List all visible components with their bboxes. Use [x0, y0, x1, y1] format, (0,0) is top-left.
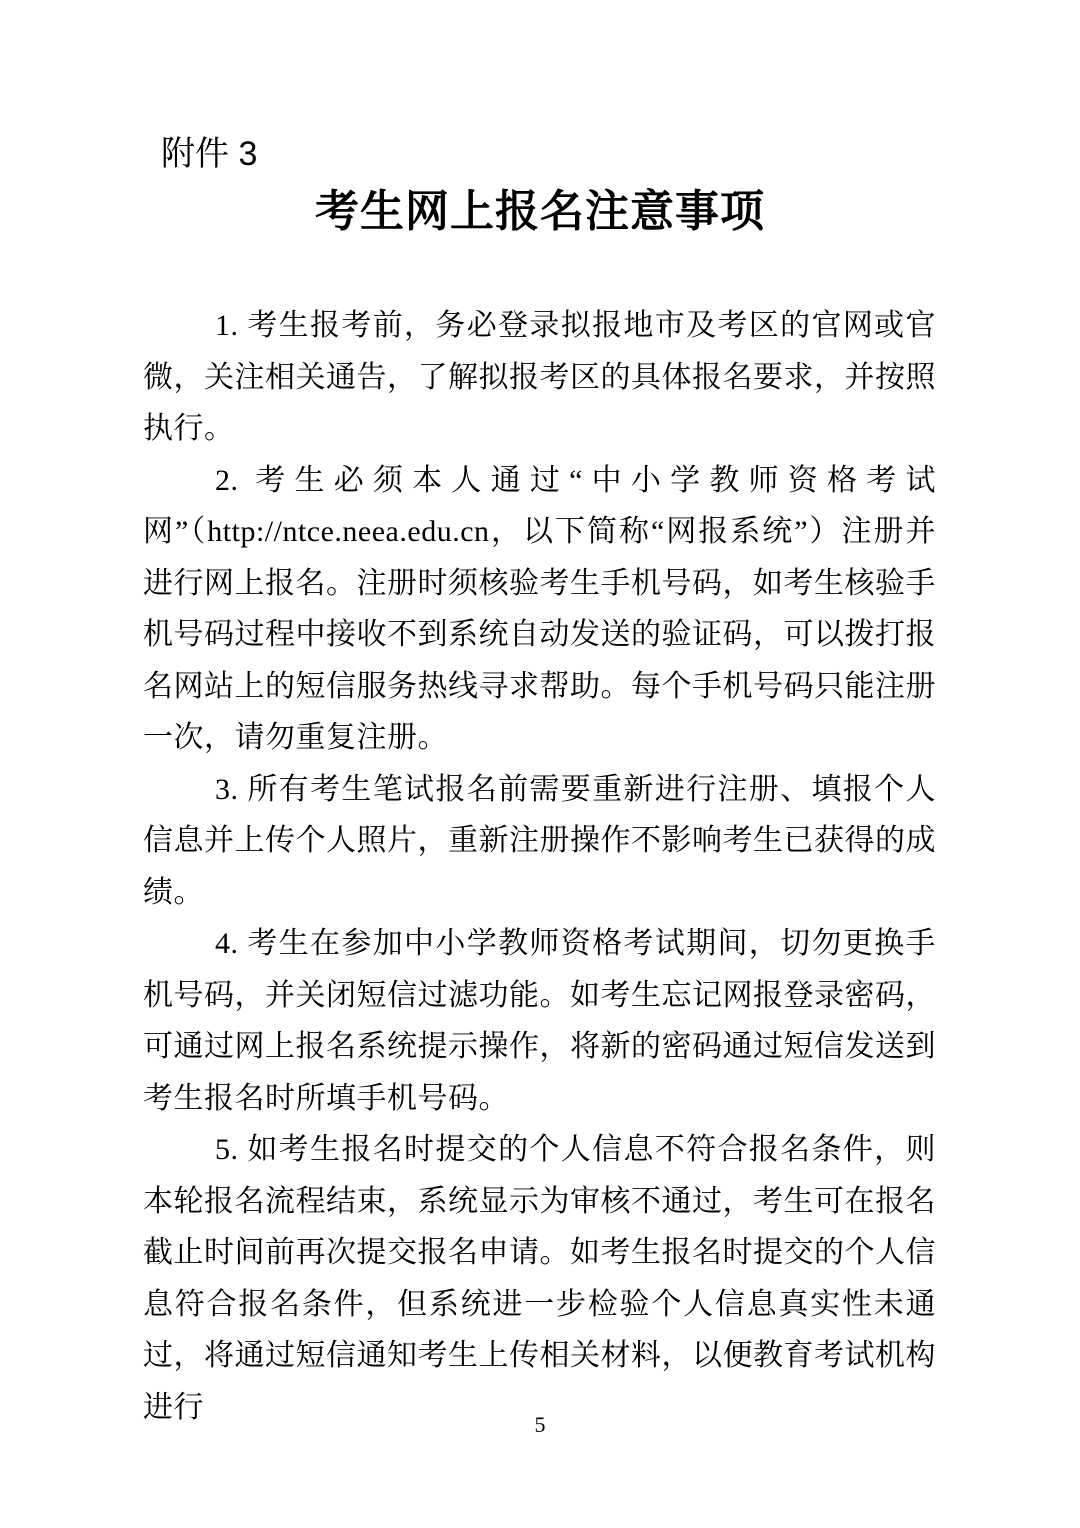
paragraph-4: 4. 考生在参加中小学教师资格考试期间，切勿更换手机号码，并关闭短信过滤功能。如考生忘记网报登录密码，可通过网上报名系统提示操作，将新的密码通过短信发送到考生报名时所填手机号码。: [143, 927, 936, 1115]
paragraph-3: 3. 所有考生笔试报名前需要重新进行注册、填报个人信息并上传个人照片，重新注册操作不影响考生已获得的成绩。: [143, 772, 936, 909]
paragraph-5: 5. 如考生报名时提交的个人信息不符合报名条件，则本轮报名流程结束，系统显示为审核不通过，考生可在报名截止时间前再次提交报名申请。如考生报名时提交的个人信息符合报名条件，但系统进一步检验个人信息真实性未通过，将通过短信通知考生上传相关材料，以便教育考试机构进行: [143, 1133, 936, 1424]
paragraph-2: 2. 考生必须本人通过“中小学教师资格考试网”（http://ntce.neea.edu.cn，以下简称“网报系统”）注册并进行网上报名。注册时须核验考生手机号码，如考生核验手机号码过程中接收不到系统自动发送的验证码，可以拨打报名网站上的短信服务热线寻求帮助。每个手机号码只能注册一次，请勿重复注册。: [143, 463, 936, 754]
paragraph-1: 1. 考生报考前，务必登录拟报地市及考区的官网或官微，关注相关通告，了解拟报考区的具体报名要求，并按照执行。: [143, 309, 936, 445]
page-number: 5: [534, 1412, 546, 1437]
attachment-label: 附件 3: [161, 135, 258, 173]
document-title: 考生网上报名注意事项: [315, 187, 765, 236]
document-body: [143, 300, 936, 1433]
